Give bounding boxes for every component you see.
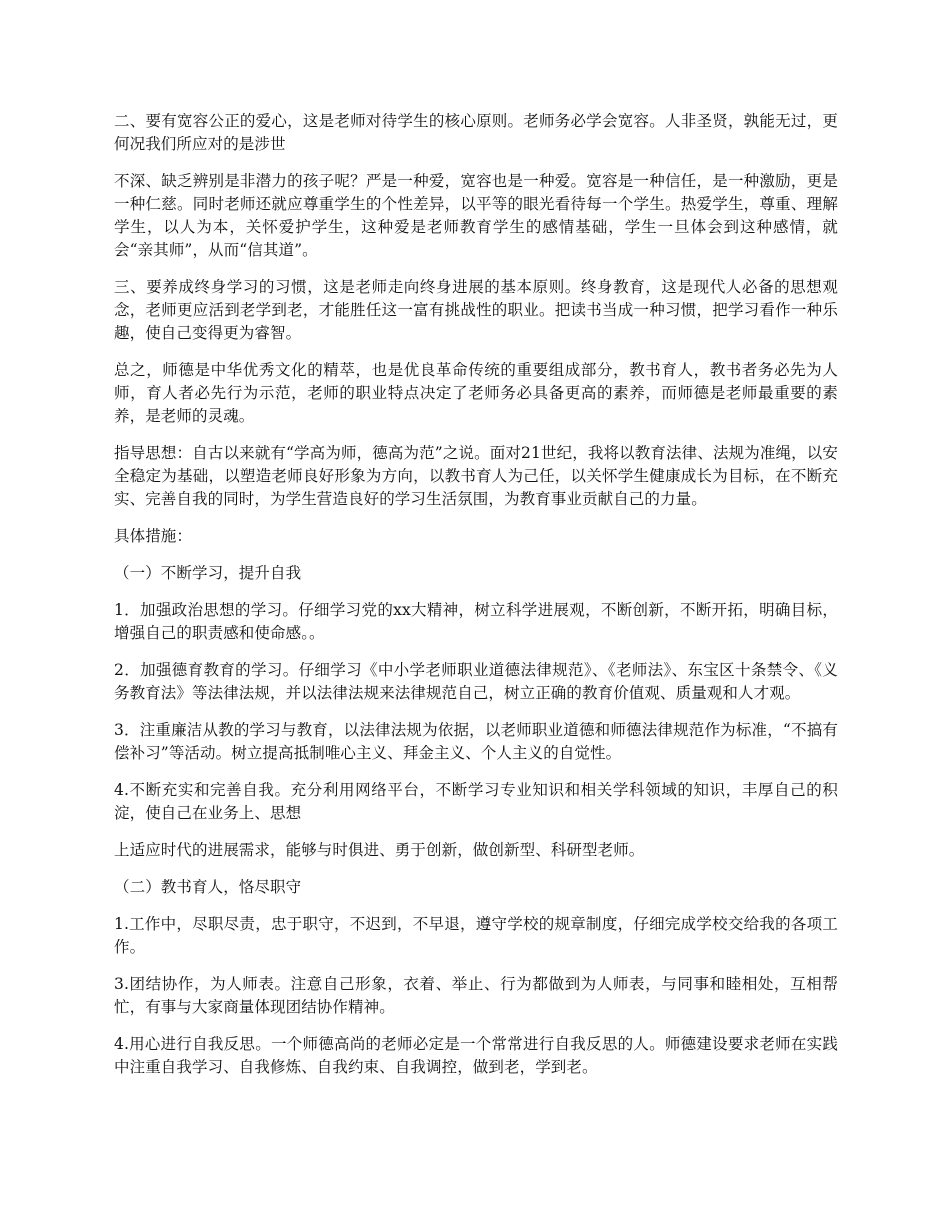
list-item-4-continued: 上适应时代的进展需求，能够与时俱进、勇于创新，做创新型、科研型老师。 [114,841,645,859]
paragraph-summary: 总之，师德是中华优秀文化的精萃，也是优良革命传统的重要组成部分，教书育人，教书者务必先为人师，育人者必先行为示范，老师的职业特点决定了老师务必具备更高的素养，而师德是老师最重要的素养，是老师的灵魂。 [114,361,838,425]
heading-section-2: （二）教书育人，恪尽职守 [114,878,302,896]
list-item-work-4: 4.用心进行自我反思。一个师德高尚的老师必定是一个常常进行自我反思的人。师德建设要求老师在实践中注重自我学习、自我修炼、自我约束、自我调控，做到老，学到老。 [114,1035,838,1076]
heading-measures: 具体措施： [114,527,193,545]
list-item-2: 2．加强德育教育的学习。仔细学习《中小学老师职业道德法律规范》、《老师法》、东宝区十条禁令、《义务教育法》等法律法规，并以法律法规来法律规范自己，树立正确的教育价值观、质量观和人才观。 [114,661,838,702]
paragraph-principle-2-detail: 不深、缺乏辨别是非潜力的孩子呢？严是一种爱，宽容也是一种爱。宽容是一种信任，是一种激励，更是一种仁慈。同时老师还就应尊重学生的个性差异，以平等的眼光看待每一个学生。热爱学生，尊重、理解学生，以人为本，关怀爱护学生，这种爱是老师教育学生的感情基础，学生一旦体会到这种感情，就会“亲其师”，从而“信其道”。 [114,172,838,259]
list-item-4: 4.不断充实和完善自我。充分利用网络平台，不断学习专业知识和相关学科领域的知识，丰厚自己的积淀，使自己在业务上、思想 [114,781,838,822]
heading-section-1: （一）不断学习，提升自我 [114,564,302,582]
list-item-1: 1．加强政治思想的学习。仔细学习党的xx大精神，树立科学进展观，不断创新，不断开拓，明确目标，增强自己的职责感和使命感。。 [114,601,838,642]
document-body [114,110,838,1093]
paragraph-principle-2-intro: 二、要有宽容公正的爱心，这是老师对待学生的核心原则。老师务必学会宽容。人非圣贤，孰能无过，更何况我们所应对的是涉世 [114,112,838,153]
list-item-work-1: 1.工作中，尽职尽责，忠于职守，不迟到，不早退，遵守学校的规章制度，仔细完成学校交给我的各项工作。 [114,915,838,956]
list-item-3: 3．注重廉洁从教的学习与教育，以法律法规为依据，以老师职业道德和师德法律规范作为标准，“不搞有偿补习”等活动。树立提高抵制唯心主义、拜金主义、个人主义的自觉性。 [114,721,838,762]
paragraph-principle-3: 三、要养成终身学习的习惯，这是老师走向终身进展的基本原则。终身教育，这是现代人必备的思想观念，老师更应活到老学到老，才能胜任这一富有挑战性的职业。把读书当成一种习惯，把学习看作一种乐趣，使自己变得更为睿智。 [114,278,838,342]
list-item-work-3: 3.团结协作，为人师表。注意自己形象，衣着、举止、行为都做到为人师表，与同事和睦相处，互相帮忙，有事与大家商量体现团结协作精神。 [114,975,838,1016]
paragraph-guiding-thought: 指导思想：自古以来就有“学高为师，德高为范”之说。面对21世纪，我将以教育法律、法规为准绳，以安全稳定为基础，以塑造老师良好形象为方向，以教书育人为己任，以关怀学生健康成长为目标，在不断充实、完善自我的同时，为学生营造良好的学习生活氛围，为教育事业贡献自己的力量。 [114,444,838,508]
